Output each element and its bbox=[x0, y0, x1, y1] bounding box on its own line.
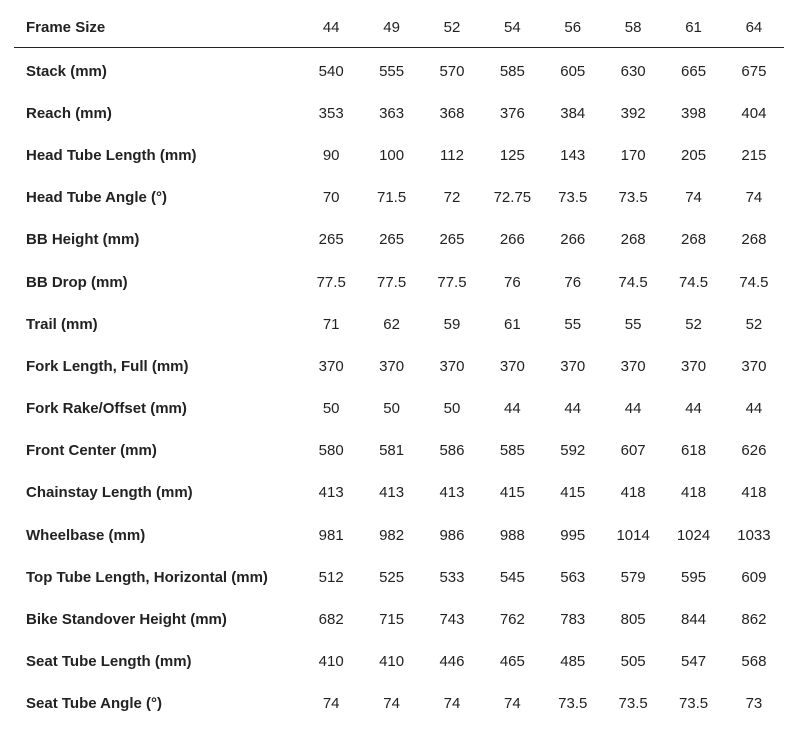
table-cell: 392 bbox=[620, 104, 646, 122]
table-cell: 90 bbox=[322, 146, 340, 164]
table-row bbox=[14, 303, 784, 345]
table-cell: 579 bbox=[620, 568, 646, 586]
table-cell: 485 bbox=[560, 653, 586, 671]
table-cell: 609 bbox=[741, 568, 767, 586]
table-cell: 585 bbox=[499, 62, 525, 80]
table-cell: 44 bbox=[745, 400, 763, 418]
table-cell: 545 bbox=[499, 568, 525, 586]
table-cell: 76 bbox=[564, 273, 582, 291]
table-row bbox=[14, 430, 784, 472]
table-cell: 376 bbox=[499, 104, 525, 122]
table-cell: 265 bbox=[318, 231, 344, 249]
row-label: Head Tube Angle (°) bbox=[26, 189, 167, 207]
table-cell: 77.5 bbox=[316, 273, 346, 291]
table-cell: 50 bbox=[322, 400, 340, 418]
table-cell: 418 bbox=[681, 484, 707, 502]
table-cell: 682 bbox=[318, 611, 344, 629]
header-row bbox=[14, 7, 784, 48]
table-cell: 74 bbox=[322, 695, 340, 713]
table-cell: 370 bbox=[741, 357, 767, 375]
table-cell: 52 bbox=[685, 315, 702, 333]
table-cell: 266 bbox=[560, 231, 586, 249]
table-cell: 413 bbox=[379, 484, 405, 502]
table-cell: 363 bbox=[379, 104, 405, 122]
table-row bbox=[14, 556, 784, 598]
table-cell: 805 bbox=[620, 611, 646, 629]
row-label: Seat Tube Length (mm) bbox=[26, 653, 192, 671]
table-cell: 384 bbox=[560, 104, 586, 122]
table-cell: 170 bbox=[620, 146, 646, 164]
row-label: Wheelbase (mm) bbox=[26, 526, 146, 544]
table-cell: 1024 bbox=[676, 526, 711, 544]
table-cell: 73 bbox=[745, 695, 763, 713]
table-row bbox=[14, 92, 784, 134]
table-cell: 981 bbox=[318, 526, 344, 544]
size-header: 52 bbox=[422, 7, 482, 48]
table-cell: 77.5 bbox=[437, 273, 467, 291]
size-header: 44 bbox=[301, 7, 361, 48]
table-cell: 586 bbox=[439, 442, 465, 460]
table-cell: 268 bbox=[620, 231, 646, 249]
table-row bbox=[14, 514, 784, 556]
table-cell: 74 bbox=[745, 189, 763, 207]
table-cell: 581 bbox=[379, 442, 405, 460]
table-cell: 1014 bbox=[616, 526, 650, 544]
table-row bbox=[14, 177, 784, 219]
table-cell: 465 bbox=[499, 653, 525, 671]
row-label: Head Tube Length (mm) bbox=[26, 146, 197, 164]
table-cell: 74 bbox=[383, 695, 400, 713]
row-label: Bike Standover Height (mm) bbox=[26, 611, 227, 629]
table-cell: 268 bbox=[681, 231, 707, 249]
table-cell: 418 bbox=[741, 484, 767, 502]
table-cell: 73.5 bbox=[618, 189, 648, 207]
table-cell: 370 bbox=[681, 357, 707, 375]
geometry-table bbox=[14, 7, 784, 725]
size-header: 56 bbox=[543, 7, 603, 48]
table-row bbox=[14, 134, 784, 176]
table-cell: 783 bbox=[560, 611, 586, 629]
table-cell: 266 bbox=[499, 231, 525, 249]
table-cell: 415 bbox=[499, 484, 525, 502]
table-cell: 505 bbox=[620, 653, 646, 671]
table-cell: 410 bbox=[318, 653, 344, 671]
table-cell: 215 bbox=[741, 146, 767, 164]
table-cell: 44 bbox=[624, 400, 642, 418]
row-label: Fork Rake/Offset (mm) bbox=[26, 400, 187, 418]
table-cell: 585 bbox=[499, 442, 525, 460]
table-cell: 125 bbox=[499, 146, 525, 164]
table-cell: 73.5 bbox=[558, 695, 588, 713]
table-cell: 630 bbox=[620, 62, 646, 80]
table-cell: 607 bbox=[620, 442, 646, 460]
table-cell: 413 bbox=[318, 484, 344, 502]
table-cell: 862 bbox=[741, 611, 767, 629]
table-cell: 982 bbox=[379, 526, 405, 544]
table-cell: 44 bbox=[564, 400, 582, 418]
size-header: 49 bbox=[361, 7, 421, 48]
table-cell: 618 bbox=[681, 442, 707, 460]
table-row bbox=[14, 388, 784, 430]
size-header: 61 bbox=[663, 7, 723, 48]
table-cell: 74 bbox=[685, 189, 702, 207]
row-label: BB Height (mm) bbox=[26, 231, 140, 249]
row-label: Trail (mm) bbox=[26, 315, 98, 333]
table-cell: 76 bbox=[504, 273, 521, 291]
size-header: 54 bbox=[482, 7, 542, 48]
table-cell: 370 bbox=[560, 357, 586, 375]
table-cell: 844 bbox=[681, 611, 707, 629]
table-cell: 986 bbox=[439, 526, 465, 544]
table-row bbox=[14, 345, 784, 387]
table-cell: 73.5 bbox=[558, 189, 588, 207]
table-cell: 50 bbox=[443, 400, 461, 418]
table-header bbox=[14, 7, 784, 48]
table-row bbox=[14, 598, 784, 640]
table-cell: 415 bbox=[560, 484, 586, 502]
size-header: 64 bbox=[724, 7, 784, 48]
table-cell: 512 bbox=[318, 568, 344, 586]
table-cell: 77.5 bbox=[376, 273, 407, 291]
table-cell: 762 bbox=[499, 611, 525, 629]
table-cell: 74.5 bbox=[678, 273, 709, 291]
table-row bbox=[14, 48, 784, 93]
table-cell: 265 bbox=[379, 231, 405, 249]
table-cell: 52 bbox=[745, 315, 763, 333]
row-label: Top Tube Length, Horizontal (mm) bbox=[26, 568, 268, 586]
table-cell: 74 bbox=[504, 695, 521, 713]
table-cell: 71.5 bbox=[376, 189, 407, 207]
table-cell: 370 bbox=[379, 357, 405, 375]
table-cell: 55 bbox=[624, 315, 642, 333]
table-cell: 675 bbox=[741, 62, 767, 80]
table-cell: 540 bbox=[318, 62, 344, 80]
table-cell: 73.5 bbox=[678, 695, 709, 713]
frame-size-header: Frame Size bbox=[14, 7, 301, 48]
table-cell: 143 bbox=[560, 146, 586, 164]
table-cell: 410 bbox=[379, 653, 405, 671]
table-cell: 715 bbox=[379, 611, 405, 629]
table-cell: 1033 bbox=[737, 526, 771, 544]
row-label: Fork Length, Full (mm) bbox=[26, 357, 189, 375]
table-cell: 55 bbox=[564, 315, 582, 333]
table-cell: 370 bbox=[620, 357, 646, 375]
table-cell: 100 bbox=[379, 146, 405, 164]
table-cell: 570 bbox=[439, 62, 465, 80]
table-cell: 626 bbox=[741, 442, 767, 460]
table-cell: 665 bbox=[681, 62, 707, 80]
table-cell: 44 bbox=[504, 400, 521, 418]
row-label: Front Center (mm) bbox=[26, 442, 157, 460]
table-cell: 370 bbox=[499, 357, 525, 375]
table-cell: 413 bbox=[439, 484, 465, 502]
table-cell: 398 bbox=[681, 104, 707, 122]
table-cell: 580 bbox=[318, 442, 344, 460]
table-cell: 370 bbox=[318, 357, 344, 375]
row-label: Seat Tube Angle (°) bbox=[26, 695, 163, 713]
table-cell: 70 bbox=[322, 189, 340, 207]
size-header: 58 bbox=[603, 7, 663, 48]
table-cell: 595 bbox=[681, 568, 707, 586]
table-cell: 44 bbox=[685, 400, 702, 418]
table-cell: 61 bbox=[504, 315, 521, 333]
table-cell: 73.5 bbox=[618, 695, 648, 713]
table-row bbox=[14, 641, 784, 683]
table-body bbox=[14, 48, 784, 726]
table-cell: 547 bbox=[681, 653, 707, 671]
table-cell: 525 bbox=[379, 568, 405, 586]
table-cell: 62 bbox=[383, 315, 400, 333]
table-cell: 72 bbox=[443, 189, 461, 207]
row-label: Reach (mm) bbox=[26, 104, 112, 122]
table-cell: 72.75 bbox=[493, 189, 532, 207]
table-cell: 268 bbox=[741, 231, 767, 249]
table-cell: 743 bbox=[439, 611, 465, 629]
table-cell: 995 bbox=[560, 526, 586, 544]
table-cell: 555 bbox=[379, 62, 405, 80]
table-cell: 568 bbox=[741, 653, 767, 671]
table-cell: 74.5 bbox=[618, 273, 648, 291]
row-label: Chainstay Length (mm) bbox=[26, 484, 193, 502]
table-cell: 112 bbox=[440, 146, 464, 164]
row-label: Stack (mm) bbox=[26, 62, 107, 80]
table-cell: 418 bbox=[620, 484, 646, 502]
table-cell: 74.5 bbox=[739, 273, 769, 291]
table-cell: 563 bbox=[560, 568, 586, 586]
table-cell: 74 bbox=[443, 695, 461, 713]
table-cell: 59 bbox=[443, 315, 461, 333]
table-cell: 592 bbox=[560, 442, 586, 460]
table-row bbox=[14, 472, 784, 514]
table-row bbox=[14, 261, 784, 303]
table-row bbox=[14, 219, 784, 261]
table-cell: 71 bbox=[322, 315, 340, 333]
table-cell: 205 bbox=[681, 146, 707, 164]
table-cell: 368 bbox=[439, 104, 465, 122]
table-cell: 370 bbox=[439, 357, 465, 375]
table-row bbox=[14, 683, 784, 725]
table-cell: 533 bbox=[439, 568, 465, 586]
table-cell: 353 bbox=[318, 104, 344, 122]
table-cell: 50 bbox=[383, 400, 400, 418]
table-cell: 404 bbox=[741, 104, 767, 122]
row-label: BB Drop (mm) bbox=[26, 273, 128, 291]
table-cell: 988 bbox=[499, 526, 525, 544]
table-cell: 446 bbox=[439, 653, 465, 671]
table-cell: 265 bbox=[439, 231, 465, 249]
table-cell: 605 bbox=[560, 62, 586, 80]
